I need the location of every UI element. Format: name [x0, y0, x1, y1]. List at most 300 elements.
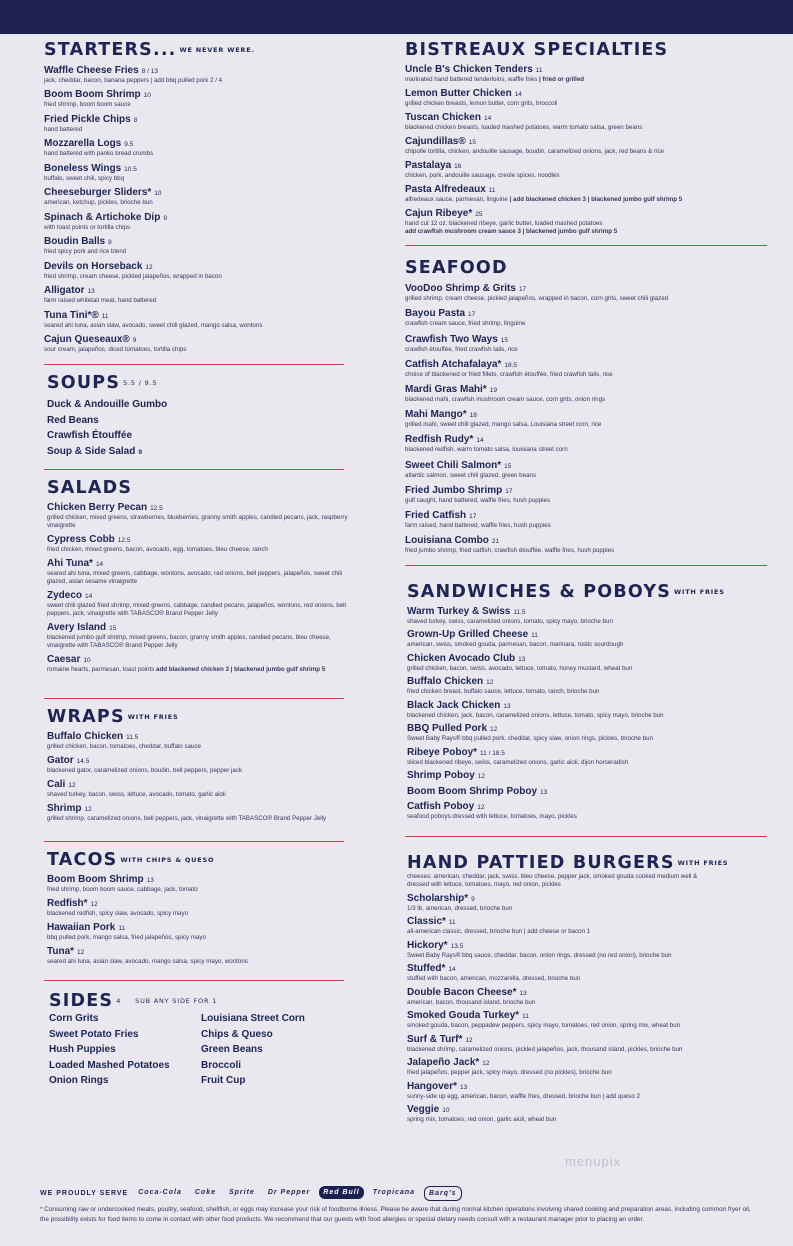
menu-item-line [405, 86, 773, 100]
side-item: Loaded Mashed Potatoes [49, 1059, 170, 1071]
section-divider [44, 698, 344, 699]
menu-item [44, 63, 349, 85]
wraps-section [47, 707, 349, 823]
menu-item-line [407, 784, 773, 798]
menu-item-name: Gator [47, 755, 74, 766]
menu-item-desc: grilled mahi, sweet chili glazed, mango salsa, Louisiana street corn, rice [405, 421, 602, 429]
menu-item-line [407, 627, 773, 641]
menu-item [407, 1102, 773, 1124]
side-item: Hush Puppies [49, 1044, 116, 1055]
menu-item-desc: farm raised, hand battered, waffle fries, hush puppies [405, 521, 551, 529]
menu-item [405, 306, 773, 328]
menu-item-line [44, 87, 349, 101]
menu-item-desc: fried chicken breast, buffalo sauce, lettuce, tomato, ranch, brioche bun [407, 688, 600, 696]
menu-item [44, 308, 349, 330]
menu-item-line [47, 620, 349, 634]
brand-logo: Coca-Cola [138, 1189, 182, 1196]
menu-item-desc: sliced blackened ribeye, swiss, caramelized onions, garlic aioli, dijon horseradish [407, 758, 629, 766]
menu-item-price: 12 [477, 773, 486, 781]
brand-logo: Sprite [228, 1189, 255, 1196]
menu-item [47, 532, 349, 554]
menu-item-name: Boudin Balls [44, 236, 106, 247]
menu-item-line [405, 206, 773, 220]
menu-item-name: Ribeye Poboy* [407, 746, 478, 758]
tacos-section [47, 850, 349, 966]
menu-item-line [407, 651, 773, 665]
section-divider [44, 469, 344, 470]
sides-column [201, 1011, 305, 1089]
seafood-section [405, 258, 773, 555]
menu-item-price: 14 [514, 91, 522, 98]
menu-item-desc: spring mix, tomatoes, red onion, garlic aioli, wheat bun [407, 1116, 557, 1124]
menu-item-price: 9 [471, 895, 475, 903]
burgers-intro: cheeses: american, cheddar, jack, swiss, bleu cheese, pepper jack, smoked gouda cooked medium well & dressed with lettuce, tomatoes, mayo, red onion, pickles [407, 873, 698, 889]
menu-item-name: Buffalo Chicken [47, 731, 124, 742]
menu-item-line [407, 1102, 773, 1116]
menu-item-name: Buffalo Chicken [407, 676, 484, 688]
menu-item-price: 11 [448, 919, 456, 927]
menu-item-line [44, 332, 349, 346]
right-column [405, 40, 773, 1124]
menu-item-price: 12 [77, 949, 85, 956]
menu-item-name: Louisiana Combo [405, 535, 489, 547]
menu-item [405, 533, 773, 555]
menu-item-line [407, 1032, 773, 1046]
menu-item-name: Hickory* [407, 939, 448, 951]
menu-item-line [405, 483, 773, 497]
menu-item-desc: blackened jumbo gulf shrimp, mixed greens, bacon, granny smith apples, candied pecans, bleu cheese, vinaigrette with TABASCO® Brand Pepper Jelly [47, 634, 331, 649]
menu-item-price: 13 [540, 788, 548, 796]
menu-item-price: 12 [84, 806, 92, 813]
menu-item-price: 15 [109, 625, 117, 632]
menu-item-addon: | add blackened chicken 3 | blackened jumbo gulf shrimp 5 [507, 196, 683, 203]
menu-item-line [405, 134, 773, 148]
menu-item-desc: american, bacon, thousand island, brioche bun [407, 998, 536, 1006]
section-subtitle: WITH FRIES [674, 588, 725, 597]
menu-item-price: 11.5 [126, 734, 139, 741]
menu-item-price: 14.5 [76, 758, 90, 765]
menu-item [405, 110, 773, 132]
menu-item [44, 161, 349, 183]
salads-section [47, 478, 349, 674]
menu-item-desc: Sweet Baby Rays® bbq sauce, cheddar, bacon, onion rings, dressed (no red onion), brioche bun [407, 951, 672, 959]
section-subtitle: WITH FRIES [677, 859, 729, 868]
menu-list [47, 872, 349, 966]
brand-logos [134, 1186, 461, 1201]
menu-item [44, 283, 349, 305]
specialties-section [405, 40, 773, 236]
menu-item-name: Fried Pickle Chips [44, 113, 131, 125]
sides-grid [49, 1011, 349, 1089]
section-divider [405, 836, 767, 837]
menu-item-line [47, 753, 349, 767]
menu-item-name: Avery Island [47, 622, 107, 633]
menu-item [47, 556, 349, 586]
menu-item-name: Smoked Gouda Turkey* [407, 1010, 520, 1022]
menu-item-name: Devils on Horseback [44, 260, 143, 272]
menu-item-price: 9 [132, 337, 137, 344]
menu-item [407, 651, 773, 673]
menu-item-price: 13.5 [450, 942, 464, 950]
menu-item-desc: grilled shrimp, caramelized onions, bell peppers, jack, vinaigrette with TABASCO® Brand Pepper Jelly [47, 815, 327, 822]
brand-logo: Dr Pepper [267, 1189, 311, 1196]
menu-item-name: Mahi Mango* [405, 409, 467, 421]
menu-item-name: Surf & Turf* [407, 1033, 463, 1045]
menu-item-name: Lemon Butter Chicken [405, 88, 512, 99]
menu-item-line [407, 938, 773, 952]
menu-item-line [405, 357, 773, 371]
menu-item-name: Black Jack Chicken [407, 699, 501, 711]
brand-logo: Barq's [424, 1186, 462, 1201]
menu-item-desc: hand battered with panko bread crumbs [44, 150, 154, 157]
menu-item [47, 920, 349, 942]
menu-item [407, 1032, 773, 1054]
menu-item-name: Hawaiian Pork [47, 922, 116, 933]
menu-item-desc: blackened chicken, jack, bacon, caramelized onions, lettuce, tomato, spicy mayo, brioche bun [407, 711, 664, 719]
menu-item-desc: fried shrimp, boom boom sauce, cabbage, jack, tomato [47, 886, 198, 893]
menu-item-line [407, 768, 773, 782]
menu-item [407, 721, 773, 743]
menu-item-line [44, 283, 349, 297]
menu-item-name: Caesar [47, 654, 81, 665]
section-subtitle: WE NEVER WERE. [179, 46, 255, 54]
menu-item-line [407, 985, 773, 999]
menu-item-addon: add blackened chicken 3 | blackened jumbo gulf shrimp 5 [154, 666, 326, 673]
menu-item-price: 13 [146, 877, 154, 884]
menu-item [407, 914, 773, 936]
section-price: 5.5 / 9.5 [123, 379, 158, 387]
menu-item-desc: crawfish étouffée, fried crawfish tails, rice [405, 345, 518, 353]
menu-item-desc: marinated hand battered tenderloins, waffle fries | fried or grilled [405, 76, 585, 83]
menu-item-line [405, 458, 773, 472]
menu-item-price: 12 [90, 901, 98, 908]
menu-item-desc: sunny-side up egg, american, bacon, waffle fries, dressed, brioche bun | add queso 2 [407, 1092, 640, 1100]
menu-item-desc: blackened mahi, crawfish mushroom cream sauce, corn grits, onion rings [405, 395, 606, 403]
menu-item [405, 458, 773, 480]
menu-item-price: 12 [465, 1036, 473, 1044]
menu-item [407, 799, 773, 821]
menu-item-line [405, 533, 773, 547]
menu-item-price: 15 [500, 336, 509, 344]
section-divider [44, 841, 344, 842]
menu-item-price: 14 [483, 115, 492, 122]
menu-item-line [47, 729, 349, 743]
menu-item-line [44, 63, 349, 77]
menu-item-desc: smoked gouda, bacon, peppadew peppers, spicy mayo, tomatoes, red onion, spring mix, wheat bun [407, 1022, 681, 1030]
section-divider [44, 364, 344, 365]
menu-item [405, 206, 773, 236]
menu-item-line [44, 234, 349, 248]
menu-item-desc: blackened shrimp, caramelized onions, pickled jalapeños, jack, thousand island, pickles, brioche bun [407, 1045, 683, 1053]
section-title: SALADS [47, 478, 133, 498]
menu-item [407, 1055, 773, 1077]
menu-item-price: 13 [519, 989, 527, 997]
menu-item-line [405, 508, 773, 522]
menu-item-desc: crawfish cream sauce, fried shrimp, linguine [405, 320, 526, 328]
menu-item-line [405, 110, 773, 124]
menu-item-price: 8 [108, 239, 112, 246]
menu-item [407, 674, 773, 696]
menu-item-price: 11.5 [513, 608, 526, 616]
menu-item [47, 588, 349, 618]
menu-item: Red Beans [47, 414, 99, 426]
menu-item-line [47, 944, 349, 958]
menu-item-price: 12 [477, 804, 485, 812]
sandwiches-section [407, 582, 773, 821]
menu-item-desc: sweet chili glazed fried shrimp, mixed greens, cabbage, candied pecans, jalapeños, wontons, red onions, bell peppers, jack, vinaigrette with TABASCO® Brand Pepper Jelly [47, 602, 346, 617]
menu-item-name: Cajun Queseaux® [44, 334, 130, 345]
menu-item-price: 10 [143, 92, 151, 99]
menu-item-desc: fried spicy pork and rice blend [44, 248, 127, 255]
menu-item-name: Ahi Tuna* [47, 558, 93, 569]
section-title: WRAPS WITH FRIES [47, 707, 179, 727]
menu-item-line [405, 407, 773, 421]
section-title: SOUPS 5.5 / 9.5 [47, 373, 158, 393]
menu-item-price: 17 [469, 512, 477, 520]
menu-item-desc: blackened redfish, warm tomato salsa, louisiana street corn [405, 446, 568, 454]
menu-item-name: Mardi Gras Mahi* [405, 383, 487, 395]
menu-item [405, 357, 773, 379]
section-subtitle: WITH CHIPS & QUESO [120, 856, 215, 864]
menu-item [47, 896, 349, 918]
section-title: BISTREAUX SPECIALTIES [405, 40, 669, 60]
menu-item-name: VooDoo Shrimp & Grits [405, 283, 516, 295]
menu-item [405, 432, 773, 454]
menu-item-name: Bayou Pasta [405, 308, 466, 320]
menu-item [407, 745, 773, 767]
menu-item-name: Chicken Avocado Club [407, 652, 516, 664]
soups-section [47, 373, 349, 460]
menu-item-desc: seafood poboys dressed with lettuce, tomatoes, mayo, pickles [407, 813, 577, 821]
menu-item [405, 62, 773, 84]
menu-item-desc: grilled chicken, bacon, tomatoes, cheddar, buffalo sauce [47, 743, 201, 750]
menu-item-line [47, 588, 349, 602]
menu-item [405, 158, 773, 180]
menu-item [44, 332, 349, 354]
brand-logo: Coke [194, 1189, 216, 1196]
menu-item-desc: gulf caught, hand battered, waffle fries, hush puppies [405, 496, 551, 504]
menu-item: Duck & Andouille Gumbo [47, 399, 168, 410]
menu-item [407, 1008, 773, 1030]
allergy-disclaimer: * Consuming raw or undercooked meats, poultry, seafood, shellfish, or eggs may increase your risk of foodborne illness. Please be aware that during normal kitchen operations involving shared cooking and preparation areas, including common fryer oil, the possibility exists for food items to come in contact with other food products. We recommend that our guests with food allergies or special dietary needs consult with a restaurant manager prior to placing an order. [40, 1206, 751, 1223]
menu-item [44, 210, 349, 232]
menu-item-desc: grilled shrimp, cream cheese, pickled jalapeños, wrapped in bacon, corn grits, sweet chili glazed [405, 295, 669, 303]
menu-item-name: Pastalaya [405, 160, 452, 171]
menu-item [405, 134, 773, 156]
menu-item-name: Cajun Ribeye* [405, 208, 473, 219]
menu-item-line [44, 185, 349, 199]
menu-item-desc: shaved turkey, bacon, swiss, lettuce, avocado, tomato, garlic aioli [47, 791, 226, 798]
menu-item-name: Spinach & Artichoke Dip [44, 211, 161, 223]
menu-item-price: 11 / 18.5 [480, 749, 505, 757]
menu-item-price: 12 [486, 679, 494, 687]
menu-item-line [47, 801, 349, 815]
side-item: Chips & Queso [201, 1028, 273, 1040]
menu-item-addon: add crawfish mushroom cream sauce 3 | blackened jumbo gulf shrimp 5 [405, 228, 618, 235]
menu-item [405, 281, 773, 303]
menu-item-name: Shrimp [47, 803, 82, 814]
menu-item-price: 14 [95, 561, 104, 568]
burgers-section [407, 853, 773, 1124]
menu-item-name: Boneless Wings [44, 162, 122, 174]
menu-item-desc: jack, cheddar, bacon, banana peppers | add bbq pulled pork 2 / 4 [44, 76, 223, 84]
menu-item-desc: farm raised whitetail meat, hand battered [44, 297, 157, 304]
menu-item-desc: fried jumbo shrimp, fried catfish, crawfish étouffée, waffle fries, hush puppies [405, 547, 615, 555]
section-price: 4 [116, 997, 122, 1005]
menu-item [407, 698, 773, 720]
menu-item [47, 944, 349, 966]
menu-item-desc: bbq pulled pork, mango salsa, fried jalapeños, spicy mayo [47, 934, 206, 941]
menu-item-desc: grilled chicken, mixed greens, strawberries, blueberries, granny smith apples, candied pecans, jack, raspberry vinaigrette [47, 514, 348, 529]
menu-item-desc: seared ahi tuna, mixed greens, cabbage, wontons, avocado, red onions, bell peppers, jalapeños, sweet chili glazed, asian sesame vinaigrette [47, 570, 343, 585]
menu-item-line [407, 891, 773, 905]
section-title: SANDWICHES & POBOYS WITH FRIES [407, 582, 725, 603]
sides-note: SUB ANY SIDE FOR 1 [135, 997, 218, 1005]
menu-item-line [44, 136, 349, 150]
menu-item-price: 15 [468, 139, 476, 146]
menu-item [405, 407, 773, 429]
menu-item-name: BBQ Pulled Pork [407, 723, 488, 735]
brand-logo: Red Bull [319, 1186, 363, 1199]
menu-item-line [44, 308, 349, 322]
menu-item-line [405, 182, 773, 196]
section-divider [44, 980, 344, 981]
menu-item [405, 508, 773, 530]
menu-list [47, 397, 349, 444]
top-header-bar [0, 0, 793, 34]
menu-item-line [407, 674, 773, 688]
menu-item-line [47, 920, 349, 934]
menu-item-line [407, 745, 773, 759]
menu-item-desc: fried shrimp, cream cheese, pickled jalapeños, wrapped in bacon [44, 272, 222, 280]
menu-item-price: 17 [468, 311, 476, 319]
menu-list [405, 62, 773, 236]
menu-item-line [405, 432, 773, 446]
side-item: Broccoli [201, 1059, 242, 1071]
menu-item [47, 620, 349, 650]
menu-item-price: 8 [133, 116, 138, 124]
menu-item-name: Chicken Berry Pecan [47, 502, 148, 513]
menu-item-line [405, 306, 773, 320]
menu-item-price: 11 [118, 925, 126, 932]
menu-list [47, 729, 349, 823]
menu-item-name: Catfish Poboy [407, 801, 475, 813]
proudly-serve-label: WE PROUDLY SERVE [40, 1190, 129, 1197]
menu-item-price: 14 [448, 966, 456, 974]
menu-item-name: Double Bacon Cheese* [407, 986, 517, 998]
menu-list [405, 281, 773, 555]
menu-item-desc: sour cream, jalapeños, diced tomatoes, tortilla chips [44, 346, 187, 353]
menu-item-desc: alfredeaux sauce, parmesan, linguine | add blackened chicken 3 | blackened jumbo gulf shrimp 5 [405, 196, 683, 203]
menu-item-desc: chicken, pork, andouille sausage, creole spices, noodles [405, 172, 560, 179]
menu-item-name: Boom Boom Shrimp [47, 874, 144, 885]
menu-item-desc: chipotle tortilla, chicken, andouille sausage, boudin, caramelized onions, jack, red beans & rice [405, 148, 664, 155]
menu-item [47, 777, 349, 799]
menu-item-name: Catfish Atchafalaya* [405, 358, 502, 370]
menu-item-desc: blackened redfish, spicy slaw, avocado, spicy mayo [47, 910, 189, 917]
menu-item-name: Redfish* [47, 898, 88, 909]
menu-item-desc: hand cut 12 oz. blackened ribeye, garlic butter, loaded mashed potatoes [405, 220, 603, 227]
menu-item-price: 9.5 [124, 141, 134, 148]
menu-item-line [44, 259, 349, 273]
menu-item-line [405, 382, 773, 396]
menu-item-name: Fried Jumbo Shrimp [405, 484, 503, 496]
menu-item-name: Jalapeño Jack* [407, 1057, 480, 1069]
menu-item-price: 12 [482, 1060, 490, 1068]
menu-item-line [407, 1055, 773, 1069]
menu-item-price: 18.5 [504, 361, 517, 369]
menu-item-line [47, 872, 349, 886]
menu-item-price: 15 [504, 462, 512, 470]
menu-item-desc: grilled chicken breasts, lemon butter, corn grits, broccoli [405, 100, 558, 107]
menu-item-desc: shaved turkey, swiss, caramelized onions, tomato, spicy mayo, brioche bun [407, 617, 613, 625]
menu-item-line [407, 721, 773, 735]
menu-item-price: 11 [535, 67, 543, 74]
menu-item-name: Cajundillas® [405, 136, 466, 147]
menu-item-line [47, 556, 349, 570]
menu-item-name: Redfish Rudy* [405, 434, 474, 446]
menu-item-name: Scholarship* [407, 892, 469, 904]
menu-item-price: 10 [154, 190, 162, 197]
menu-item-line [405, 332, 773, 346]
menu-item-desc: hand battered [44, 125, 83, 133]
menu-item [407, 961, 773, 983]
menu-item-desc: fried shrimp, boom boom sauce [44, 101, 131, 108]
menu-item [405, 483, 773, 505]
menu-item [47, 729, 349, 751]
menu-item-name: Boom Boom Shrimp [44, 89, 141, 100]
side-item: Fruit Cup [201, 1075, 246, 1086]
menu-item-desc: seared ahi tuna, asian slaw, avocado, sweet chili glazed, mango salsa, wontons [44, 321, 263, 329]
menu-item-desc: Sweet Baby Rays® bbq pulled pork, cheddar, spicy slaw, onion rings, pickles, brioche bun [407, 735, 654, 743]
menu-item [407, 768, 773, 782]
menu-item-price: 9 [163, 214, 167, 222]
menu-list [47, 500, 349, 674]
menu-item-price: 12.5 [117, 537, 131, 544]
menu-item [407, 891, 773, 913]
menu-item-line [407, 1008, 773, 1022]
menu-item: Crawfish Étouffée [47, 430, 133, 441]
menu-item-name: Stuffed* [407, 963, 446, 975]
menu-item-price: 25 [475, 211, 483, 218]
menu-item-price: 17 [518, 286, 527, 294]
menu-item [407, 1079, 773, 1101]
menu-item-desc: grilled chicken, bacon, swiss, avocado, lettuce, tomato, honey mustard, wheat bun [407, 664, 633, 672]
brand-logo: Tropicana [372, 1189, 416, 1196]
menu-item-price: 21 [491, 538, 500, 546]
menu-item-price: 12 [68, 782, 76, 789]
menu-item-line [44, 210, 349, 224]
menu-item-line [47, 777, 349, 791]
proudly-serve-bar [40, 1186, 462, 1201]
section-title: STARTERS... WE NEVER WERE. [44, 40, 255, 60]
side-item: Green Beans [201, 1044, 263, 1055]
menu-item-line [407, 961, 773, 975]
menu-item: Soup & Side Salad 9 [47, 445, 142, 457]
menu-item-line [47, 500, 349, 514]
menu-item [407, 985, 773, 1007]
menu-item [47, 872, 349, 894]
menu-item-name: Cali [47, 779, 66, 790]
menu-item-name: Shrimp Poboy [407, 770, 475, 782]
section-title: TACOS WITH CHIPS & QUESO [47, 850, 215, 870]
menu-item-desc: choice of blackened or fried fillets, crawfish étouffée, fried crawfish tails, rice [405, 370, 613, 378]
menu-item-desc: stuffed with bacon, american, mozzarella, dressed, brioche bun [407, 975, 581, 983]
menu-item-name: Grown-Up Grilled Cheese [407, 629, 529, 641]
menu-item-name: Veggie [407, 1104, 440, 1116]
left-column [44, 40, 349, 1089]
menu-item-line [405, 62, 773, 76]
